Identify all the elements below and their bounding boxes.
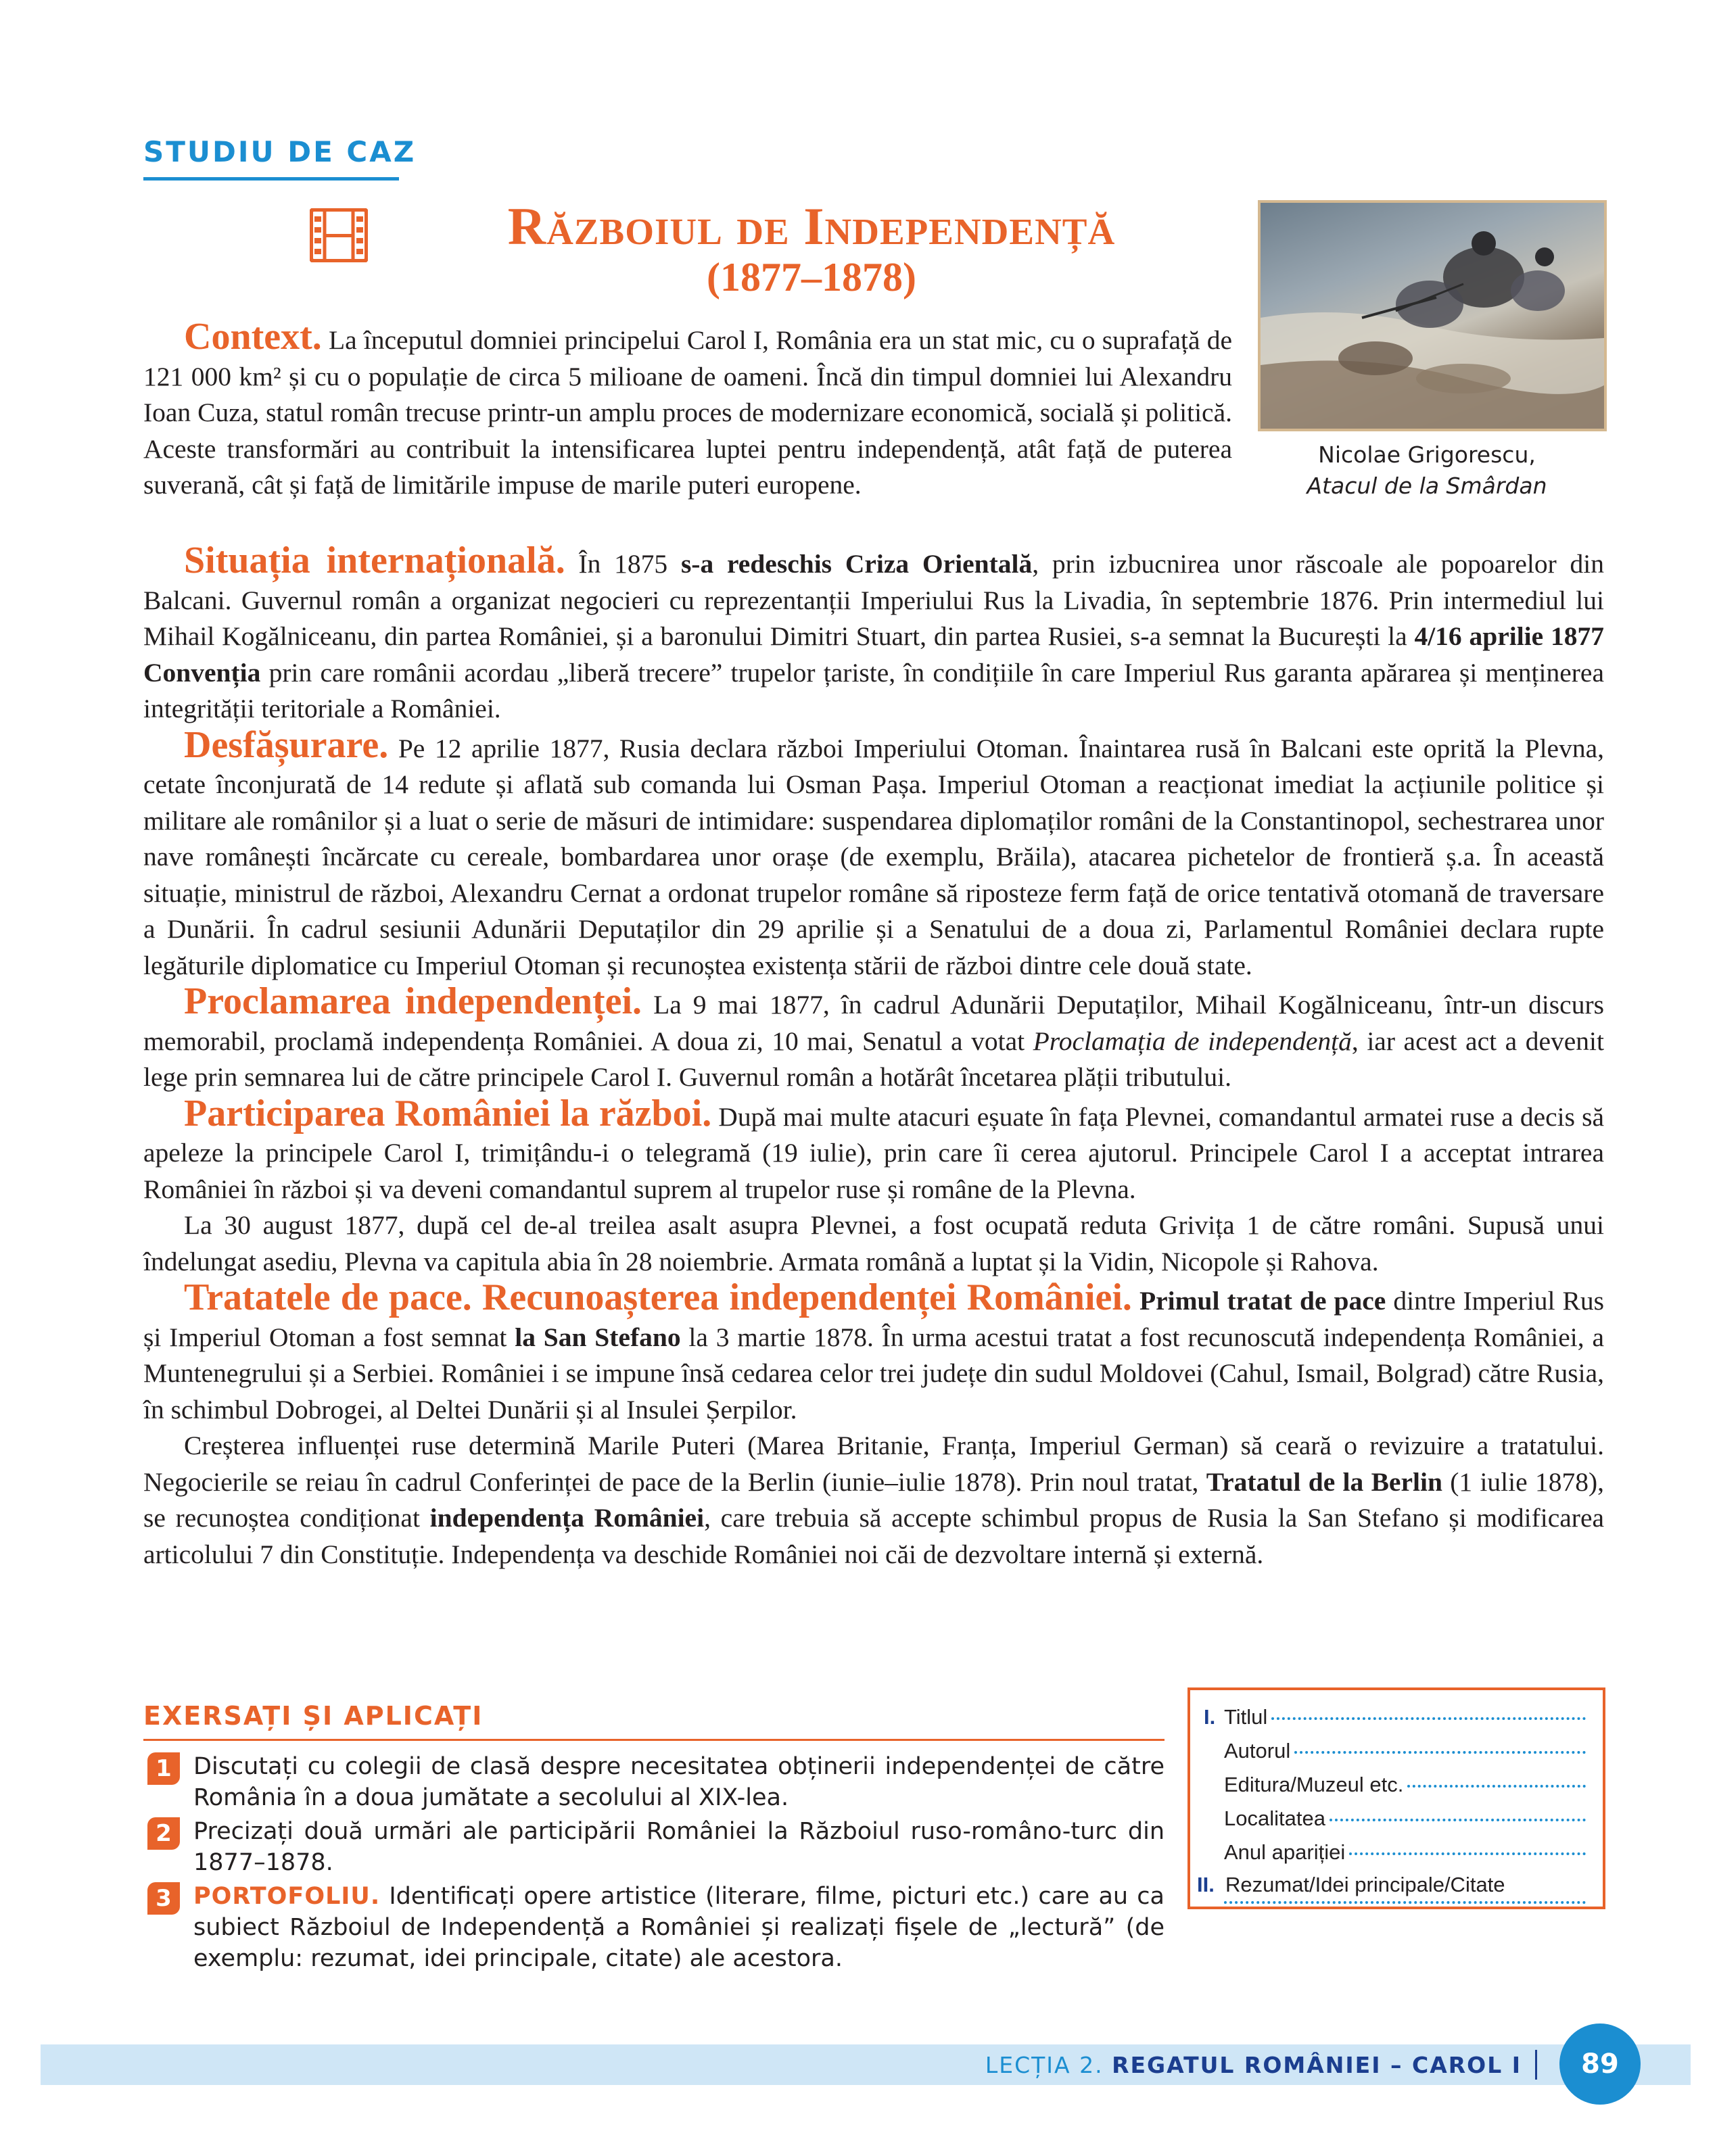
proclamarea-paragraph: [143, 980, 1604, 1096]
context-text: La începutul domniei principelui Carol I, România era un stat mic, cu o suprafață de 121 000 km² și cu o populație de circa 5 milioane de oameni. Încă din timpul domniei lui Alexandru Ioan Cuza, statul român trecuse printr-un amplu proces de modernizare economică, socială și politică. Aceste transformări au contribuit la intensificarea luptei pentru independență, atât față de puterea suverană, cât și față de limitările impuse de marile puteri europene.: [143, 325, 1232, 500]
situatia-heading: Situația internațională.: [184, 540, 565, 581]
exercises-underline: [143, 1739, 1165, 1741]
exercise-text: Identificați opere artistice (literare, filme, picturi etc.) care au ca subiect Războiul de Independență a României și realizați fișele de „lectură” (de exemplu: rezumat, idei principale, citate) ale acestora.: [193, 1883, 1165, 1972]
fill-line: [1271, 1717, 1586, 1720]
situatia-text-1: În 1875: [565, 549, 681, 579]
page-subtitle: (1877–1878): [707, 255, 916, 300]
tratatele-p2-text-3: , care trebuia să accepte schimbul propus de Rusia la San Stefano și modificarea articolului 7 din Constituție. Independența va deschide României noi căi de dezvoltare internă și externă.: [143, 1503, 1605, 1569]
fisa-row-publisher: [1224, 1773, 1586, 1797]
footer-lesson-title: [947, 2049, 1522, 2082]
participarea-heading: Participarea României la război.: [184, 1092, 712, 1134]
painting-caption: [1238, 439, 1616, 502]
tratatele-p2-text-2: (1 iulie 1878), se recunoștea condiționat: [143, 1466, 1604, 1533]
proclamarea-italic: Proclamația de independență: [1033, 1026, 1352, 1056]
tratatele-text-1: dintre Imperiul Rus și Imperiul Otoman a fost semnat: [143, 1286, 1605, 1352]
exercise-item: [143, 1816, 1165, 1878]
fisa-row-year: [1224, 1840, 1586, 1865]
fisa-row-locality: [1224, 1806, 1586, 1831]
tratatele-paragraph: [143, 1276, 1605, 1428]
fisa-row-title: [1204, 1705, 1586, 1729]
exercises-title: EXERSAȚI ȘI APLICAȚI: [143, 1701, 484, 1731]
footer-lesson: LECȚIA 2.: [985, 2052, 1104, 2078]
main-body: [143, 540, 1605, 1573]
context-heading: Context.: [184, 316, 322, 358]
film-strip-icon: [310, 208, 368, 262]
exercise-item: [143, 1881, 1165, 1974]
fisa-label-title: Titlul: [1224, 1705, 1268, 1729]
fisa-row-summary-line: [1224, 1905, 1586, 1908]
desfasurare-paragraph: [143, 723, 1604, 984]
exercise-text: Discutați cu colegii de clasă despre necesitatea obținerii independenței de către România în a doua jumătate a secolului al XIX-lea.: [193, 1753, 1165, 1811]
proclamarea-text-1: La 9 mai 1877, în cadrul Adunării Deputaților, Mihail Kogălniceanu, într-un discurs memorabil, proclamă independența României. A doua zi, 10 mai, Senatul a votat: [143, 990, 1604, 1056]
fill-line: [1349, 1852, 1586, 1855]
caption-title: Atacul de la Smârdan: [1307, 473, 1547, 499]
page-number: 89: [1559, 2023, 1641, 2105]
fill-line: [1294, 1751, 1586, 1754]
participarea-paragraph-2: La 30 august 1877, după cel de-al treilea asalt asupra Plevnei, a fost ocupată reduta Grivița 1 de către români. Supusă unui îndelungat asediu, Plevna va capitula abia în 28 noiembrie. Armata română a luptat și la Vidin, Nicopole și Rahova.: [143, 1210, 1604, 1276]
page-title: Războiul de Independență: [507, 197, 1116, 256]
desfasurare-text: Pe 12 aprilie 1877, Rusia declara război Imperiului Otoman. Înaintarea rusă în Balcani este oprită la Plevna, cetate înconjurată de 14 redute și aflată sub comanda lui Osman Pașa. Imperiul Otoman a reacționat imediat la acțiunile politice și militare ale românilor și a luat o serie de măsuri de intimidare: suspendarea diplomaților români de la Constantinopol, sechestrarea unor nave românești încărcate cu cereale, bombardarea unor orașe (de exemplu, Brăila), atacarea pichetelor de frontieră ș.a. În această situație, ministrul de război, Alexandru Cernat a ordonat trupelor române să riposteze ferm față de orice tentativă otomană de traversare a Dunării. În cadrul sesiunii Adunării Deputaților din 29 aprilie și a Senatului de a doua zi, Parlamentul României declara rupte legăturile diplomatice cu Imperiul Otoman și recunoștea existența stării de război dintre cele două state.: [143, 733, 1604, 980]
tratatele-bold-1: Primul tratat de pace: [1131, 1286, 1386, 1316]
desfasurare-heading: Desfășurare.: [184, 723, 389, 766]
section-label: STUDIU DE CAZ: [143, 135, 417, 168]
battle-scene-illustration: [1261, 203, 1604, 429]
proclamarea-text-2: , iar acest act a devenit lege prin semnarea lui de către principele Carol I. Guvernul român a hotărât încetarea plății tributului.: [143, 1026, 1604, 1092]
situatia-text-2: , prin izbucnirea unor răscoale ale popoarelor din Balcani. Guvernul român a organizat negocieri cu reprezentanții Imperiului Rus la Livadia, în septembrie 1876. Prin intermediul lui Mihail Kogălniceanu, din partea României, și a baronului Dimitri Stuart, din partea Rusiei, s-a semnat la București la: [143, 549, 1605, 651]
proclamarea-heading: Proclamarea independenței.: [184, 980, 642, 1022]
tratatele-p2-bold-2: independența României: [429, 1503, 705, 1533]
tratatele-paragraph-2: [143, 1428, 1604, 1573]
reading-sheet-box: [1187, 1687, 1605, 1909]
exercise-number-badge: 2: [147, 1817, 180, 1850]
situatia-bold-2: 4/16 aprilie 1877 Convenția: [143, 621, 1604, 688]
tratatele-text-2: la 3 martie 1878. În urma acestui tratat a fost recunoscută independența României, a Muntenegrului și a Serbiei. României i se impune însă cedarea celor trei județe din sudul Moldovei (Cahul, Ismail, Bolgrad) către Rusia, în schimbul Dobrogei, al Deltei Dunării și al Insulei Șerpilor.: [143, 1322, 1604, 1424]
painting-image: [1258, 200, 1607, 431]
fisa-label-year: Anul apariției: [1224, 1840, 1346, 1864]
tratatele-heading: Tratatele de pace. Recunoașterea independenței României.: [184, 1276, 1132, 1318]
situatia-bold-1: s-a redeschis Criza Orientală: [680, 549, 1033, 579]
fisa-row-summary: [1197, 1873, 1586, 1897]
tratatele-bold-2: la San Stefano: [515, 1322, 681, 1352]
context-paragraph: [143, 316, 1232, 504]
footer-chapter: REGATUL ROMÂNIEI – CAROL I: [1112, 2052, 1522, 2078]
portofoliu-label: PORTOFOLIU.: [193, 1883, 381, 1910]
fisa-label-summary: Rezumat/Idei principale/Citate: [1225, 1873, 1505, 1896]
exercise-number-badge: 1: [147, 1752, 180, 1785]
exercises-list: [143, 1751, 1165, 1977]
caption-author: Nicolae Grigorescu,: [1318, 441, 1536, 468]
tratatele-p2-text-1: Creșterea influenței ruse determină Marile Puteri (Marea Britanie, Franța, Imperiul German) să ceară o revizuire a tratatului. Negocierile se reiau în cadrul Conferinței de pace de la Berlin (iunie–iulie 1878). Prin noul tratat,: [143, 1431, 1604, 1497]
footer-separator: [1535, 2050, 1537, 2080]
participarea-text: După mai multe atacuri eșuate în fața Plevnei, comandantul armatei ruse a decis să apeleze la principele Carol I, trimițându-i o telegramă (19 iulie), prin care îi cerea ajutorul. Principele Carol I a acceptat intrarea României în război și va deveni comandantul suprem al trupelor ruse și române de la Plevna.: [143, 1101, 1604, 1204]
section-label-underline: [143, 177, 399, 181]
fisa-label-locality: Localitatea: [1224, 1806, 1325, 1830]
roman-numeral-one: I.: [1204, 1705, 1216, 1729]
exercise-number-badge: 3: [147, 1882, 180, 1915]
fill-line: [1224, 1901, 1586, 1904]
situatia-paragraph: [143, 540, 1605, 727]
tratatele-p2-bold-1: Tratatul de la Berlin: [1206, 1466, 1442, 1497]
fisa-row-author: [1224, 1739, 1586, 1763]
roman-numeral-two: II.: [1197, 1873, 1215, 1896]
fill-line: [1330, 1819, 1586, 1821]
fisa-label-publisher: Editura/Muzeul etc.: [1224, 1773, 1404, 1796]
exercise-item: [143, 1751, 1165, 1813]
situatia-text-3: prin care românii acordau „liberă trecere” trupelor țariste, în condițiile în care Imperiul Rus garanta apărarea și menținerea integrității teritoriale a României.: [143, 657, 1604, 723]
exercise-text: Precizați două urmări ale participării României la Războiul ruso-româno-turc din 1877–1878.: [193, 1818, 1165, 1876]
participarea-paragraph: [143, 1092, 1604, 1208]
fill-line: [1407, 1785, 1586, 1788]
fisa-label-author: Autorul: [1224, 1739, 1291, 1763]
